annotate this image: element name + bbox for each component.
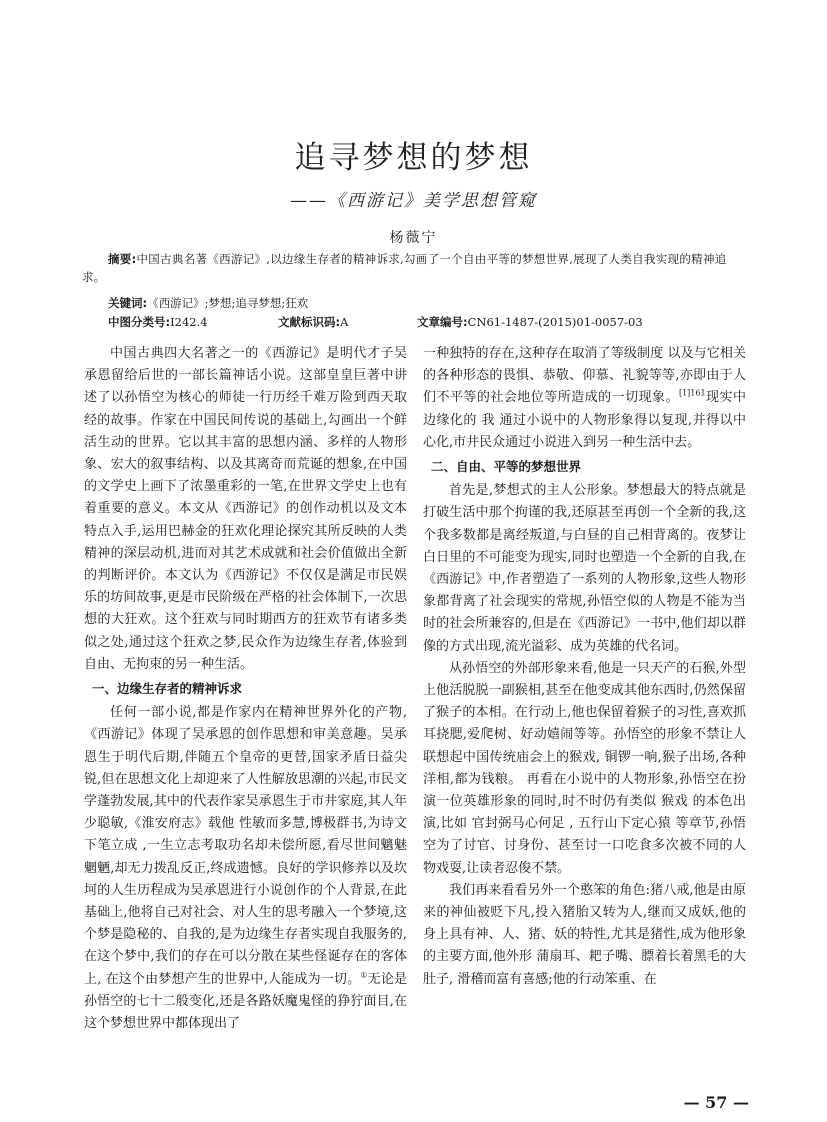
citation-marker: [1]161 xyxy=(678,389,706,399)
section1-text-tail: 无论是孙悟空的七十二般变化,还是各路妖魔鬼怪的狰狞面目,在这个梦想世界中都体现出了 xyxy=(84,971,407,1032)
left-column xyxy=(84,343,407,1035)
continuation-paragraph xyxy=(423,343,746,454)
section2-paragraph-2: 从孙悟空的外部形象来看,他是一只天产的石猴,外型上他活脱脱一副猴相,甚至在他变成其他东西时,仍然保留了猴子的本相。在行动上,他也保留着猴子的习性,喜欢抓耳挠腮,爱爬树、好动嬉闹等等。孙悟空的形象不禁让人联想起中国传统庙会上的猴戏, 铜锣一响,猴子出场,各种洋相,都为钱粮。 再看在小说中的人物形象,孙悟空在扮演一位英雄形象的同时,时不时仍有类似 猴戏 的本色出演,比如 官封弼马心何足 , 五行山下定心猿 等章节,孙悟空为了讨官、讨身份、甚至讨一口吃食多次被不同的人物戏耍,让读者忍俊不禁。 xyxy=(423,660,746,876)
doc-code xyxy=(278,313,348,331)
section2-paragraph-1: 首先是,梦想式的主人公形象。梦想最大的特点就是打破生活中那个拘谨的我,还原甚至再创一个全新的我,这个我多数都是离经叛道,与白昼的自己相背离的。夜梦让白日里的不可能变为现实,同时也塑造一个全新的自我,在《西游记》中,作者塑造了一系列的人物形象,这些人物形象都背离了社会现实的常规,孙悟空似的人物是不能为当时的社会所兼容的,但是在《西游记》一书中,他们却以群像的方式出现,流光溢彩、成为英雄的代名词。 xyxy=(423,483,746,654)
footnote-marker: ① xyxy=(360,970,368,980)
abstract xyxy=(82,250,747,286)
continuation-text-2: 现实中边缘化的 我 通过小说中的人物形象得以复现,并得以中心化,市井民众通过小说进入到另一种生活中去。 xyxy=(423,390,746,450)
abstract-text: 中国古典名著《西游记》,以边缘生存者的精神诉求,勾画了一个自由平等的梦想世界,展现了人类自我实现的精神追求。 xyxy=(82,252,727,284)
clc-value: I242.4 xyxy=(170,315,208,329)
author: 杨薇宁 xyxy=(389,230,438,246)
section1-text: 任何一部小说,都是作家内在精神世界外化的产物,《西游记》体现了吴承恩的创作思想和审美意趣。吴承恩生于明代后期,伴随五个皇帝的更替,国家矛盾日益尖锐,但在思想文化上却迎来了人性解放思潮的兴起,市民文学蓬勃发展,其中的代表作家吴承恩生于市井家庭,其人年少聪敏,《淮安府志》载他 性敏而多慧,博极群书,为诗文下笔立成 ,一生立志考取功名却未偿所愿,看尽世间魑魅魍魉,却无力拨乱反正,终成遗憾。良好的学识修养以及坎坷的人生历程成为吴承恩进行小说创作的个人背景,在此基础上,他将自己对社会、对人生的思考融入一个梦境,这个梦是隐秘的、自我的,是为边缘生存者实现自我服务的,在这个梦中,我们的存在可以分散在某些怪诞存在的客体上, 在这个由梦想产生的世界中,人能成为一切。 xyxy=(84,705,407,987)
section1-paragraph xyxy=(84,702,407,1035)
subtitle: ——《西游记》美学思想管窥 xyxy=(290,191,537,211)
keywords-text: 《西游记》;梦想;追寻梦想;狂欢 xyxy=(147,296,309,310)
keywords-label: 关键词: xyxy=(108,296,148,310)
section-heading-1: 一、边缘生存者的精神诉求 xyxy=(92,681,243,697)
continuation-text: 一种独特的存在,这种存在取消了等级制度 以及与它相关的各种形态的畏惧、恭敬、仰慕、礼貌等等,亦即由于人们不平等的社会地位等所造成的一切现象。 xyxy=(423,346,746,406)
right-column xyxy=(423,343,746,991)
page-number: — 57 — xyxy=(683,1093,749,1112)
clc-code xyxy=(108,313,208,331)
page-title: 追寻梦想的梦想 xyxy=(294,140,533,176)
doc-label: 文献标识码: xyxy=(278,315,341,329)
keywords xyxy=(108,294,308,312)
article-number xyxy=(417,313,643,331)
clc-label: 中图分类号: xyxy=(108,315,171,329)
section2-paragraph-3: 我们再来看看另外一个憨笨的角色:猪八戒,他是由原来的神仙被贬下凡,投入猪胎又转为人,继而又成妖,他的身上具有神、人、猪、妖的特性,尤其是猪性,成为他形象的主要方面,他外形 蒲扇耳、耙子嘴、膘着长着黑毛的大肚子, 滑稽而富有喜感;他的行动笨重、在 xyxy=(423,882,746,987)
doc-value: A xyxy=(340,315,349,329)
intro-paragraph: 中国古典四大名著之一的《西游记》是明代才子吴承恩留给后世的一部长篇神话小说。这部皇皇巨著中讲述了以孙悟空为核心的师徒一行历经千难万险到西天取经的故事。作家在中国民间传说的基础上,勾画出一个鲜活生动的世界。它以其丰富的思想内涵、多样的人物形象、宏大的叙事结构、以及其离奇而荒诞的想象,在中国的文学史上画下了浓墨重彩的一笔,在世界文学史上也有着重要的意义。本文从《西游记》的创作动机以及文本特点入手,运用巴赫金的狂欢化理论探究其所反映的人类精神的深层动机,进而对其艺术成就和社会价值做出全新的判断评价。本文认为《西游记》不仅仅是满足市民娱乐的坊间故事,更是市民阶级在严格的社会体制下,一次思想的大狂欢。这个狂欢与同时期西方的狂欢节有诸多类似之处,通过这个狂欢之梦,民众作为边缘生存者,体验到自由、无拘束的另一种生活。 xyxy=(84,346,407,672)
article-label: 文章编号: xyxy=(417,315,468,329)
abstract-label: 摘要: xyxy=(108,252,137,266)
article-value: CN61-1487-(2015)01-0057-03 xyxy=(467,315,643,329)
section-heading-2: 二、自由、平等的梦想世界 xyxy=(431,459,582,475)
